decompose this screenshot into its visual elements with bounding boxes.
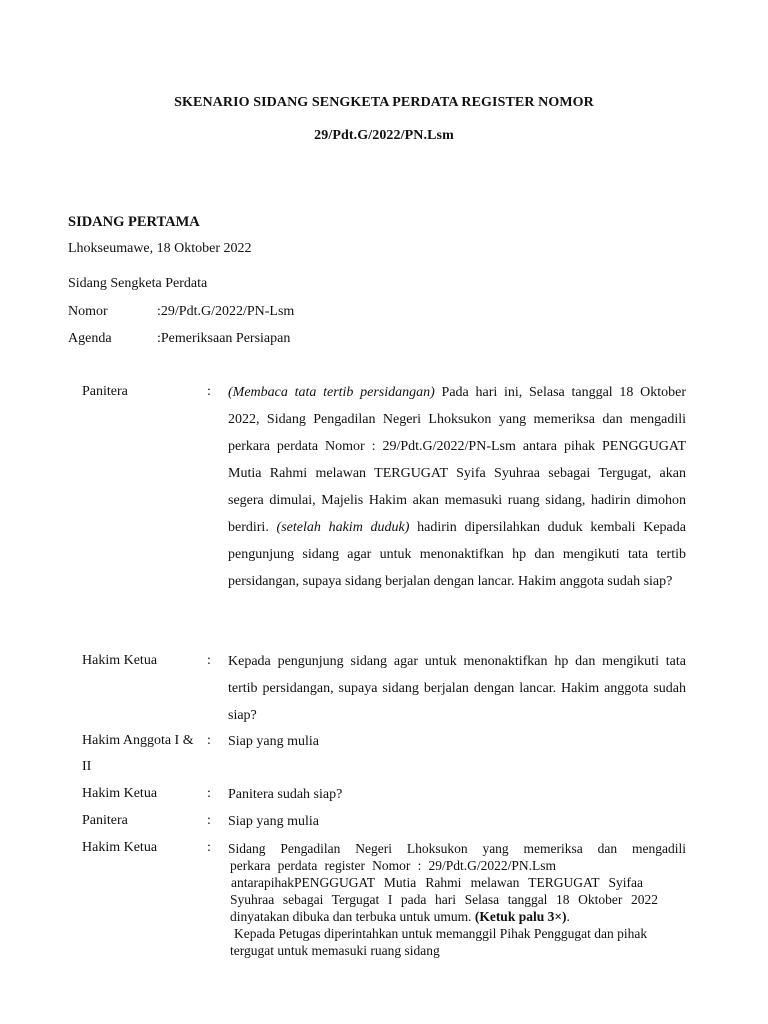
dialogue-text: Siap yang mulia xyxy=(228,734,319,749)
nomor-value: :29/Pdt.G/2022/PN-Lsm xyxy=(157,304,295,319)
text-line: Kepada Petugas diperintahkan untuk memanggil Pihak Penggugat dan pihak xyxy=(234,926,648,941)
speaker-colon: : xyxy=(207,733,211,748)
speaker-name: Panitera xyxy=(82,384,128,399)
text-line xyxy=(228,908,686,925)
text-part: . xyxy=(566,909,570,924)
speaker-name: Panitera xyxy=(82,813,128,828)
text-line: perkara perdata register Nomor : 29/Pdt.G/2022/PN.Lsm xyxy=(230,858,556,873)
speaker-colon: : xyxy=(207,384,211,399)
speaker-name: Hakim Ketua xyxy=(82,840,158,855)
agenda-value: :Pemeriksaan Persiapan xyxy=(157,331,291,346)
session-heading: SIDANG PERTAMA xyxy=(68,214,200,230)
nomor-label: Nomor xyxy=(68,304,108,319)
document-title-line1: SKENARIO SIDANG SENGKETA PERDATA REGISTER NOMOR xyxy=(174,95,594,110)
document-title-line2: 29/Pdt.G/2022/PN.Lsm xyxy=(314,128,454,143)
dialogue-text: Panitera sudah siap? xyxy=(228,787,343,802)
speaker-name: Hakim Ketua xyxy=(82,653,158,668)
speaker-colon: : xyxy=(207,786,211,801)
agenda-label: Agenda xyxy=(68,331,112,346)
speaker-colon: : xyxy=(207,813,211,828)
speaker-name: Hakim Anggota I & II xyxy=(82,733,194,774)
text-line: antarapihakPENGGUGAT Mutia Rahmi melawan TERGUGAT Syifaa xyxy=(231,875,643,890)
text-line: tergugat untuk memasuki ruang sidang xyxy=(230,943,440,958)
stage-direction: (setelah hakim duduk) xyxy=(276,520,410,535)
speaker-colon: : xyxy=(207,653,211,668)
text-line: Syuhraa sebagai Tergugat I pada hari Selasa tanggal 18 Oktober 2022 xyxy=(230,892,658,907)
stage-direction: (Ketuk palu 3×) xyxy=(474,909,567,924)
speaker-name: Hakim Ketua xyxy=(82,786,158,801)
dialogue-text xyxy=(228,840,686,959)
dialogue-text: Siap yang mulia xyxy=(228,814,319,829)
stage-direction: (Membaca tata tertib persidangan) xyxy=(228,385,435,400)
dialogue-text-part: Pada hari ini, Selasa tanggal 18 Oktober 2022, Sidang Pengadilan Negeri Lhoksukon yang memeriksa dan mengadili perkara perdata Nomor : 29/Pdt.G/2022/PN-Lsm antara pihak PENGGUGAT Mutia Rahmi melawan TERGUGAT Syifa Syuhraa sebagai Tergugat, akan segera dimulai, Majelis Hakim akan memasuki ruang sidang, hadirin dimohon berdiri. xyxy=(228,385,686,535)
text-part: dinyatakan dibuka dan terbuka untuk umum. xyxy=(230,909,475,924)
place-date: Lhokseumawe, 18 Oktober 2022 xyxy=(68,241,252,256)
dialogue-text: Kepada pengunjung sidang agar untuk menonaktifkan hp dan mengikuti tata tertib persidangan, supaya sidang berjalan dengan lancar. Hakim anggota sudah siap? xyxy=(228,654,686,723)
dialogue-text xyxy=(228,379,686,595)
session-type: Sidang Sengketa Perdata xyxy=(68,276,208,291)
dialogue-text-part: hadirin dipersilahkan duduk kembali Kepada pengunjung sidang agar untuk menonaktifkan hp dan mengikuti tata tertib persidangan, supaya sidang berjalan dengan lancar. Hakim anggota sudah siap? xyxy=(228,520,686,589)
text-line: Sidang Pengadilan Negeri Lhoksukon yang memeriksa dan mengadili xyxy=(228,841,686,856)
speaker-colon: : xyxy=(207,840,211,855)
